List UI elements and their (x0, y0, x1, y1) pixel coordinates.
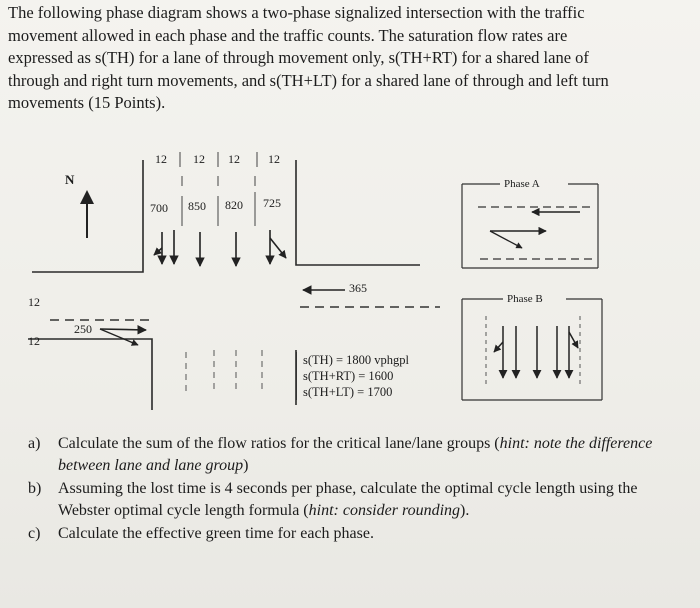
phase-a-diagram (462, 178, 598, 268)
question-tail: ) (243, 457, 249, 474)
lane-width-label: 12 (268, 152, 280, 166)
south-lane-lines (186, 350, 262, 392)
question-text: Assuming the lost time is 4 seconds per phase, calculate the optimal cycle length using the Webster optimal cycle length formula ( (58, 480, 638, 519)
volume-label: 850 (188, 199, 206, 213)
phase-a-label: Phase A (504, 178, 540, 190)
question-hint: hint: consider rounding (308, 502, 461, 519)
lane-width-label: 12 (28, 334, 40, 348)
lane-width-label: 12 (228, 152, 240, 166)
question-text: Calculate the effective green time for each phase. (58, 525, 374, 542)
intro-line-4: through and right turn movements, and s(TH+LT) for a shared lane of through and left turn (8, 70, 609, 90)
saturation-th-lt: s(TH+LT) = 1700 (303, 385, 393, 399)
west-volume-label: 250 (74, 322, 92, 336)
east-approach (300, 281, 440, 307)
question-text: Calculate the sum of the flow ratios for the critical lane/lane groups ( (58, 435, 500, 452)
lane-width-label: 12 (28, 295, 40, 309)
east-volume-label: 365 (349, 281, 367, 295)
question-list (28, 433, 688, 546)
north-lane-dividers (180, 152, 257, 226)
intro-line-1: The following phase diagram shows a two-phase signalized intersection with the traffic (8, 3, 585, 22)
west-approach (28, 295, 150, 348)
volume-label: 700 (150, 201, 168, 215)
lane-width-label: 12 (155, 152, 167, 166)
phase-b-label: Phase B (507, 293, 543, 305)
intro-line-2: movement allowed in each phase and the traffic counts. The saturation flow rates are (8, 25, 568, 45)
southbound-arrows-icon (154, 230, 286, 266)
north-arrow-icon (65, 172, 94, 238)
question-hint: hint: note the difference between lane and lane group (58, 435, 653, 474)
lane-width-label: 12 (193, 152, 205, 166)
saturation-flow-box (296, 352, 453, 400)
question-c (28, 523, 688, 545)
volume-label: 725 (263, 196, 281, 210)
question-b (28, 478, 688, 522)
intro-line-5: movements (15 Points). (8, 93, 166, 112)
volume-label: 820 (225, 198, 243, 212)
intro-line-3: expressed as s(TH) for a lane of through movement only, s(TH+RT) for a shared lane of (8, 48, 589, 67)
phase-b-diagram (462, 293, 602, 400)
question-label: a) (28, 435, 41, 452)
saturation-th: s(TH) = 1800 vphgpl (303, 353, 409, 367)
north-volumes (150, 196, 281, 215)
question-label: b) (28, 480, 42, 497)
north-label: N (65, 172, 75, 187)
saturation-th-rt: s(TH+RT) = 1600 (303, 369, 394, 383)
question-a (28, 433, 688, 477)
question-label: c) (28, 525, 41, 542)
question-tail: ). (460, 502, 470, 519)
